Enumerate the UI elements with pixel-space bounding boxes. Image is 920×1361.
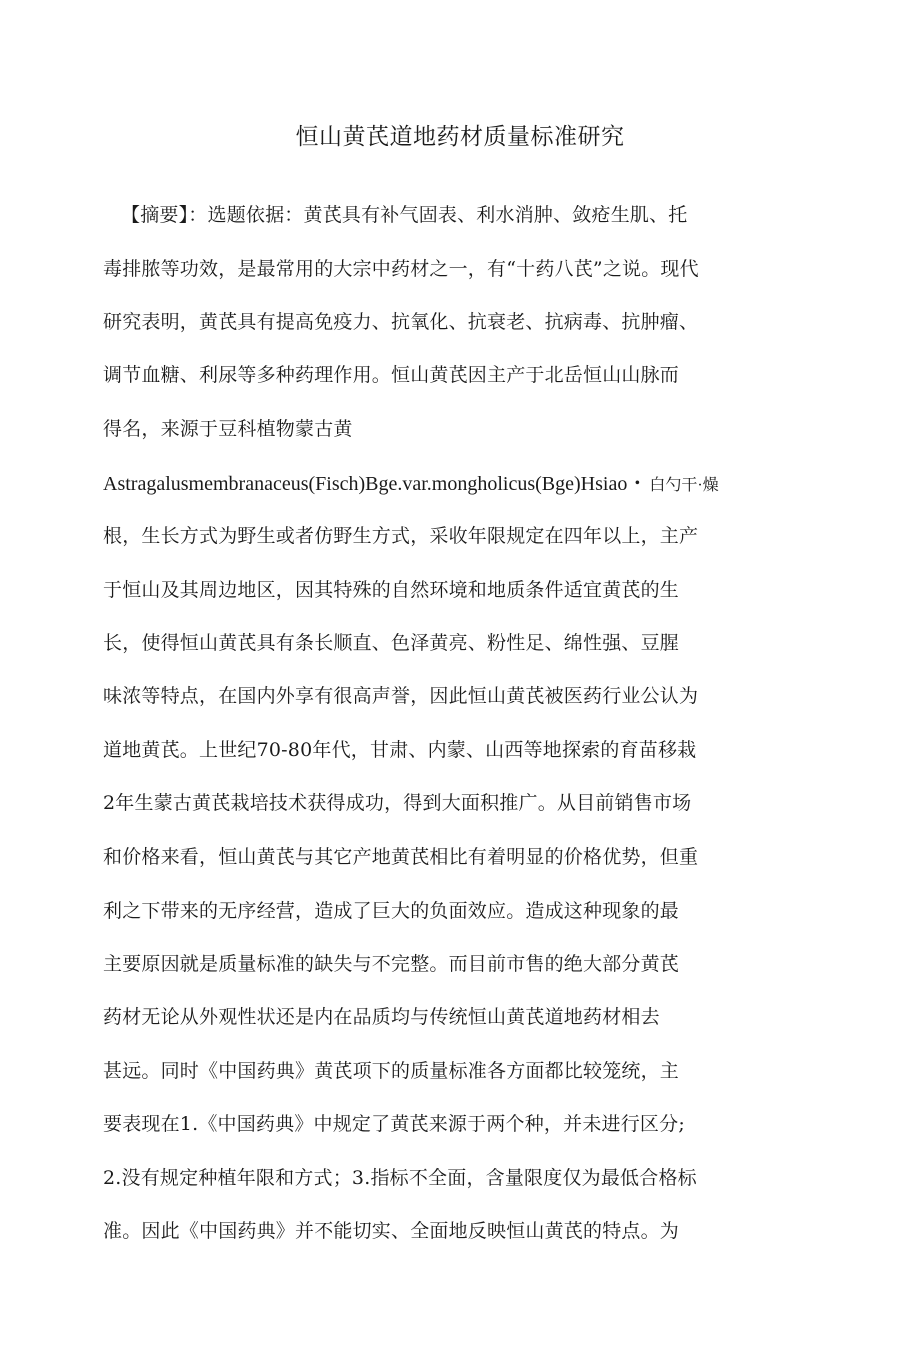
text-line: 【摘要】：选题依据：黄芪具有补气固表、利水消肿、敛疮生肌、托: [121, 204, 688, 226]
text-line: 研究表明，黄芪具有提高免疫力、抗氧化、抗衰老、抗病毒、抗肿瘤、: [103, 311, 699, 333]
text-line: 要表现在1.《中国药典》中规定了黄芪来源于两个种，并未进行区分;: [103, 1113, 685, 1135]
text-line: 根，生长方式为野生或者仿野生方式，采收年限规定在四年以上，主产: [103, 525, 699, 547]
text-line: 2年生蒙古黄芪栽培技术获得成功，得到大面积推广。从目前销售市场: [103, 792, 692, 814]
latin-species-name: Astragalusmembranaceus(Fisch)Bge.var.mongholicus(Bge)Hsiao・: [103, 473, 648, 495]
text-line: 得名，来源于豆科植物蒙古黄: [103, 418, 353, 440]
text-line: 2.没有规定种植年限和方式；3.指标不全面，含量限度仅为最低合格标: [103, 1167, 697, 1189]
text-line: 和价格来看，恒山黄芪与其它产地黄芪相比有着明显的价格优势，但重: [103, 846, 699, 868]
text-line: 利之下带来的无序经营，造成了巨大的负面效应。造成这种现象的最: [103, 900, 680, 922]
latin-line-suffix: 白勺干·燥: [649, 477, 719, 494]
text-line: 于恒山及其周边地区，因其特殊的自然环境和地质条件适宜黄芪的生: [103, 579, 680, 601]
text-line: 药材无论从外观性状还是内在品质均与传统恒山黄芪道地药材相去: [103, 1006, 660, 1028]
text-line: 味浓等特点，在国内外享有很高声誉，因此恒山黄芪被医药行业公认为: [103, 685, 699, 707]
text-line: 甚远。同时《中国药典》黄芪项下的质量标准各方面都比较笼统，主: [103, 1060, 680, 1082]
latin-name-line: [103, 467, 719, 496]
document-title: 恒山黄芪道地药材质量标准研究: [295, 124, 625, 150]
text-line: 道地黄芪。上世纪70-80年代，甘肃、内蒙、山西等地探索的育苗移栽: [103, 739, 697, 761]
text-line: 毒排脓等功效，是最常用的大宗中药材之一，有“十药八芪”之说。现代: [103, 258, 699, 280]
text-line: 主要原因就是质量标准的缺失与不完整。而目前市售的绝大部分黄芪: [103, 953, 680, 975]
text-line: 调节血糖、利尿等多种药理作用。恒山黄芪因主产于北岳恒山山脉而: [103, 364, 680, 386]
text-line: 准。因此《中国药典》并不能切实、全面地反映恒山黄芪的特点。为: [103, 1220, 680, 1242]
text-line: 长，使得恒山黄芪具有条长顺直、色泽黄亮、粉性足、绵性强、豆腥: [103, 632, 680, 654]
